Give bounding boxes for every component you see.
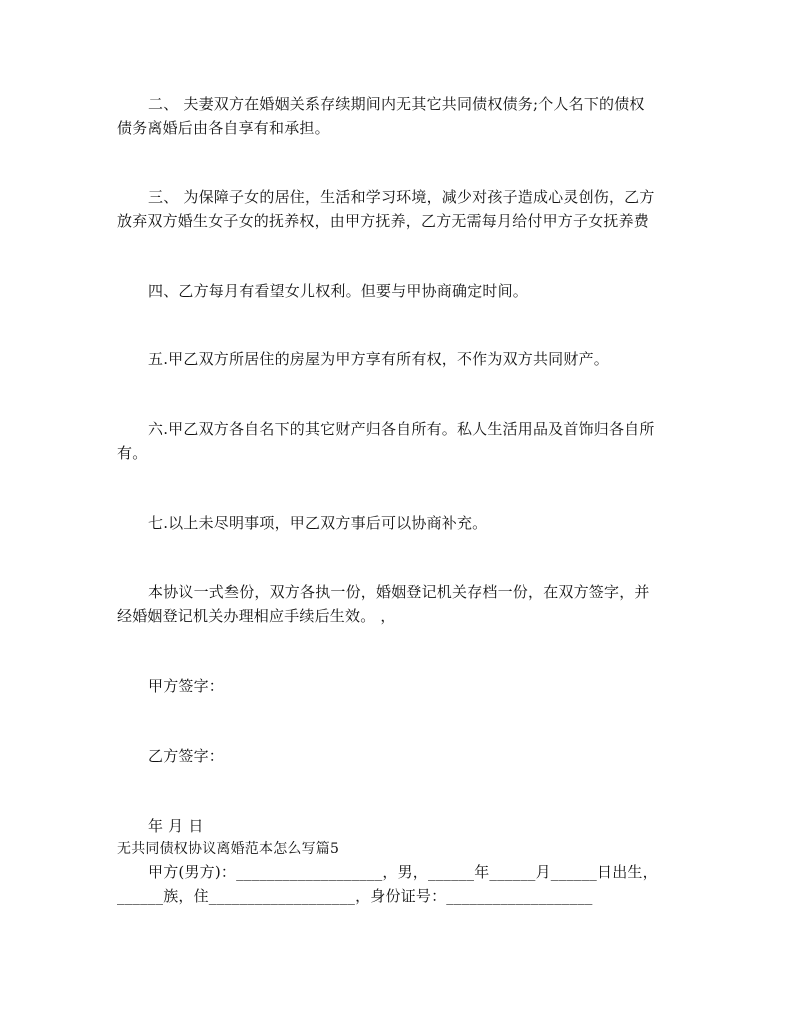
party-a-signature-label: 甲方签字： <box>148 677 225 695</box>
clause-7-line-1: 七.以上未尽明事项，甲乙双方事后可以协商补充。 <box>148 514 488 532</box>
clause-5-line-1: 五.甲乙双方所居住的房屋为甲方享有所有权，不作为双方共同财产。 <box>148 350 609 368</box>
party-a-info-line-1: 甲方(男方)：___________________，男，______年______月______日出生， <box>148 863 658 881</box>
clause-6-line-2: 有。 <box>117 444 148 462</box>
clause-2-line-2: 债务离婚后由各自享有和承担。 <box>117 119 330 137</box>
clause-4-line-1: 四、乙方每月有看望女儿权利。但要与甲协商确定时间。 <box>148 282 529 300</box>
clause-2-line-1: 二、 夫妻双方在婚姻关系存续期间内无其它共同债权债务;个人名下的债权 <box>148 95 645 113</box>
clause-3-line-2: 放弃双方婚生女子女的抚养权，由甲方抚养，乙方无需每月给付甲方子女抚养费 <box>117 212 650 230</box>
date-line: 年 月 日 <box>148 817 204 835</box>
clause-3-line-1: 三、 为保障子女的居住，生活和学习环境，减少对孩子造成心灵创伤，乙方 <box>148 188 655 206</box>
party-b-signature-label: 乙方签字： <box>148 747 225 765</box>
section-title: 无共同债权协议离婚范本怎么写篇5 <box>117 841 340 857</box>
agreement-copies-line-1: 本协议一式叁份，双方各执一份，婚姻登记机关存档一份，在双方签字，并 <box>148 583 650 601</box>
agreement-copies-line-2: 经婚姻登记机关办理相应手续后生效。 ， <box>117 607 396 625</box>
party-a-info-line-2: ______族，住___________________，身份证号：___________________ <box>117 887 593 905</box>
clause-6-line-1: 六.甲乙双方各自名下的其它财产归各自所有。私人生活用品及首饰归各自所 <box>148 420 655 438</box>
